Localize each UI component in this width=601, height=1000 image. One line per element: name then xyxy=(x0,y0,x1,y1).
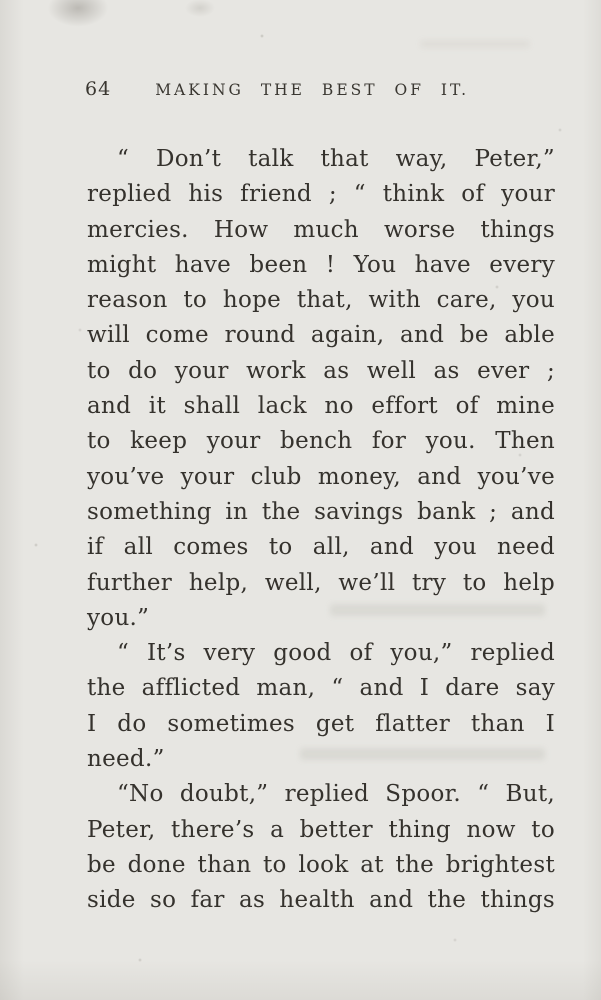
body-text xyxy=(87,142,555,919)
text-line: “ It’s very good of you,” replied xyxy=(117,640,555,667)
paragraph xyxy=(87,777,555,918)
page-number: 64 xyxy=(85,78,112,100)
text-line: side so far as health and the things xyxy=(87,887,555,914)
text-line: need.” xyxy=(87,746,165,773)
bleed-through-mark xyxy=(420,40,530,48)
text-line: replied his friend ; “ think of your xyxy=(87,181,555,208)
text-line: and it shall lack no effort of mine xyxy=(87,393,555,420)
paragraph xyxy=(87,142,555,636)
running-title: MAKING THE BEST OF IT. xyxy=(155,81,470,99)
text-line: “No doubt,” replied Spoor. “ But, xyxy=(117,781,555,808)
text-line: might have been ! You have every xyxy=(87,251,555,278)
text-line: I do sometimes get flatter than I xyxy=(87,710,555,737)
text-line: will come round again, and be able xyxy=(87,322,555,349)
text-line: “ Don’t talk that way, Peter,” xyxy=(117,146,555,172)
page-header xyxy=(85,78,555,104)
text-line: be done than to look at the brightest xyxy=(87,851,555,878)
text-line: something in the savings bank ; and xyxy=(87,498,555,525)
text-line: Peter, there’s a better thing now to xyxy=(87,816,555,843)
text-line: the afflicted man, “ and I dare say xyxy=(87,675,555,702)
text-line: you.” xyxy=(87,604,150,631)
text-line: mercies. How much worse things xyxy=(87,216,555,243)
text-line: to keep your bench for you. Then xyxy=(87,428,555,455)
text-line: if all comes to all, and you need xyxy=(87,534,555,561)
text-line: you’ve your club money, and you’ve xyxy=(87,463,555,490)
text-line: to do your work as well as ever ; xyxy=(87,357,555,384)
paragraph xyxy=(87,636,555,777)
text-line: reason to hope that, with care, you xyxy=(87,287,555,314)
text-line: further help, well, we’ll try to help xyxy=(87,569,555,596)
